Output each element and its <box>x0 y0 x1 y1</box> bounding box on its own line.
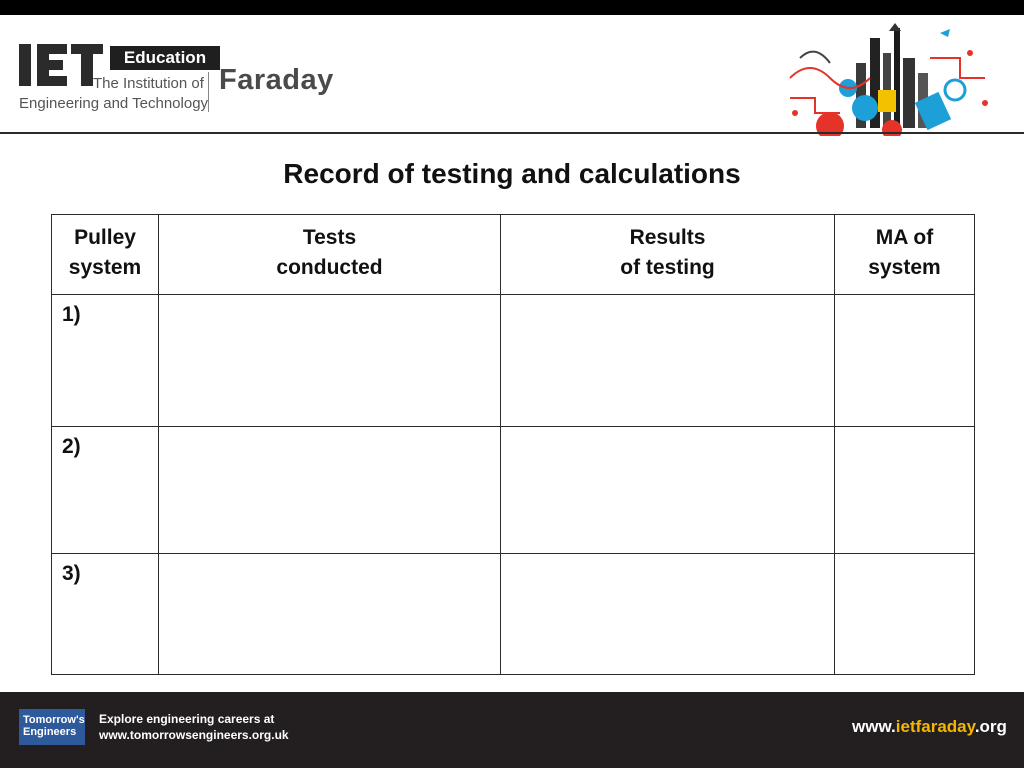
column-header-ma-of-system: MA of system <box>835 215 975 295</box>
iet-letters-icon <box>19 44 103 86</box>
institution-line-1: The Institution of <box>93 75 204 92</box>
row-label: 1) <box>52 295 159 427</box>
column-header-pulley-system: Pulley system <box>52 215 159 295</box>
tests-cell[interactable] <box>159 295 501 427</box>
table-row <box>52 553 975 674</box>
row-label: 2) <box>52 427 159 553</box>
ma-cell[interactable] <box>835 427 975 553</box>
faraday-brand: Faraday <box>219 64 334 96</box>
education-badge: Education <box>110 46 220 70</box>
header-rule <box>0 132 1024 134</box>
row-label: 3) <box>52 553 159 674</box>
partner-logo-line-2: Engineers <box>23 726 77 738</box>
url-suffix: .org <box>974 717 1007 736</box>
record-table <box>51 214 975 675</box>
engineering-collage-icon <box>770 18 996 136</box>
footer-text-line-1: Explore engineering careers at <box>99 712 275 726</box>
results-cell[interactable] <box>501 295 835 427</box>
table-header-row <box>52 215 975 295</box>
table-row <box>52 295 975 427</box>
tomorrows-engineers-logo[interactable] <box>19 709 85 745</box>
results-cell[interactable] <box>501 553 835 674</box>
column-header-results-of-testing: Results of testing <box>501 215 835 295</box>
footer-link-ietfaraday[interactable] <box>852 717 1007 737</box>
column-header-tests-conducted: Tests conducted <box>159 215 501 295</box>
url-prefix: www. <box>852 717 896 736</box>
partner-logo-line-1: Tomorrow's <box>23 714 85 726</box>
ma-cell[interactable] <box>835 295 975 427</box>
tests-cell[interactable] <box>159 427 501 553</box>
results-cell[interactable] <box>501 427 835 553</box>
ma-cell[interactable] <box>835 553 975 674</box>
footer-link-tomorrowsengineers[interactable]: www.tomorrowsengineers.org.uk <box>99 728 289 742</box>
tests-cell[interactable] <box>159 553 501 674</box>
top-bar <box>0 0 1024 15</box>
institution-line-2: Engineering and Technology <box>19 95 209 112</box>
logo-divider <box>208 72 209 112</box>
page-title: Record of testing and calculations <box>283 158 741 189</box>
table-row <box>52 427 975 553</box>
url-brand: ietfaraday <box>895 717 975 736</box>
footer <box>0 692 1024 768</box>
iet-logo <box>19 44 334 114</box>
